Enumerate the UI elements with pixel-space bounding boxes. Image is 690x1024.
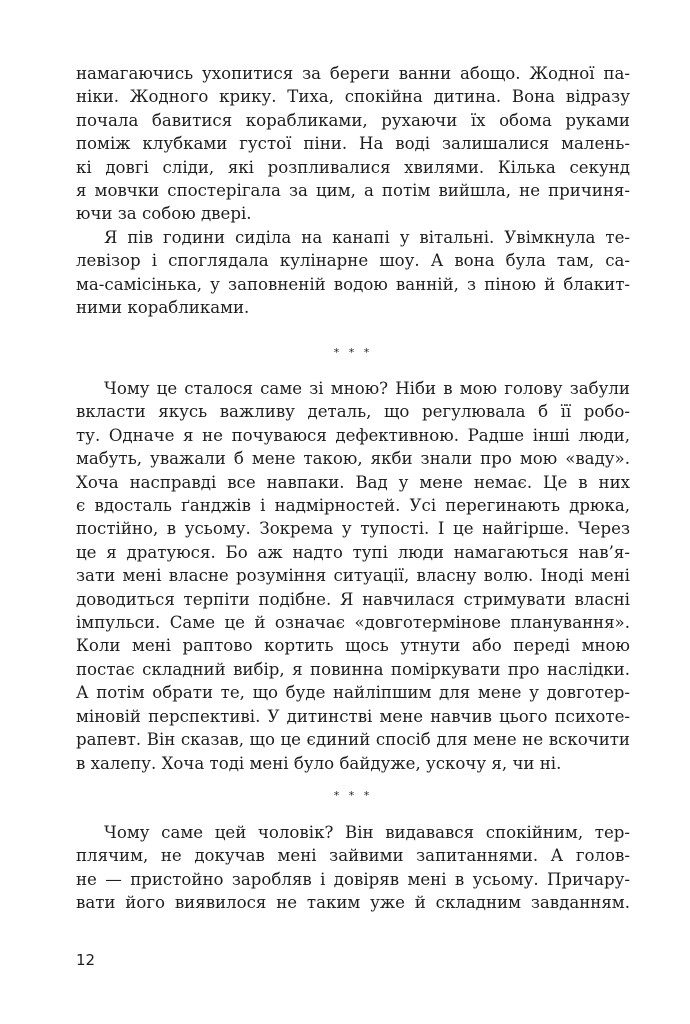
text-line: ту. Одначе я не почуваюся дефективною. Радше інші люди, xyxy=(76,425,630,445)
text-line: є вдосталь ґанджів і надмірностей. Усі перегинають дрюка, xyxy=(76,496,630,516)
text-line: плячим, не докучав мені зайвими запитаннями. А голов- xyxy=(76,846,630,866)
text-block-middle xyxy=(76,377,630,775)
text-line: імпульси. Саме це й означає «довготермінове планування». xyxy=(76,613,630,633)
text-block-top xyxy=(76,62,630,319)
text-block-bottom xyxy=(76,821,630,915)
text-line: доводиться терпіти подібне. Я навчилася стримувати власні xyxy=(76,589,630,609)
text-line: ними корабликами. xyxy=(76,298,250,318)
text-line: зати мені власне розуміння ситуації, власну волю. Іноді мені xyxy=(76,566,630,586)
paragraph xyxy=(76,377,630,775)
text-line: поміж клубками густої піни. На воді залишалися малень- xyxy=(76,134,630,154)
text-line: ніки. Жодного крику. Тиха, спокійна дитина. Вона відразу xyxy=(76,87,630,107)
text-line: ючи за собою двері. xyxy=(76,204,252,224)
text-line: в халепу. Хоча тоді мені було байдуже, ускочу я, чи ні. xyxy=(76,753,562,773)
text-line: рапевт. Він сказав, що це єдиний спосіб для мене не вскочити xyxy=(76,730,630,750)
text-line: вати його виявилося не таким уже й складним завданням. xyxy=(76,893,630,913)
text-line: це я дратуюся. Бо аж надто тупі люди намагаються нав’я- xyxy=(76,542,630,562)
text-line: Коли мені раптово кортить щось утнути або переді мною xyxy=(76,636,630,656)
text-line: мабуть, уважали б мене такою, якби знали про мою «ваду». xyxy=(76,449,630,469)
text-line: не — пристойно заробляв і довіряв мені в усьому. Причару- xyxy=(76,869,630,889)
text-line: міновій перспективі. У дитинстві мене навчив цього психоте- xyxy=(76,706,630,726)
text-line: кі довгі сліди, які розпливалися хвилями. Кілька секунд xyxy=(76,157,630,177)
paragraph xyxy=(76,821,630,915)
text-line: левізор і споглядала кулінарне шоу. А вона була там, са- xyxy=(76,251,630,271)
text-line: Я пів години сиділа на канапі у вітальні. Увімкнула те- xyxy=(104,227,630,247)
text-line: намагаючись ухопитися за береги ванни абощо. Жодної па- xyxy=(76,64,630,83)
paragraph xyxy=(76,226,630,320)
section-separator: * * * xyxy=(333,346,373,359)
text-line: постійно, в усьому. Зокрема у тупості. І це найгірше. Через xyxy=(76,519,630,539)
text-line: почала бавитися корабликами, рухаючи їх обома руками xyxy=(76,110,630,130)
paragraph xyxy=(76,62,630,226)
text-line: Хоча насправді все навпаки. Вад у мене немає. Це в них xyxy=(76,472,630,492)
section-separator: * * * xyxy=(333,789,373,802)
text-line: постає складний вибір, я повинна поміркувати про наслідки. xyxy=(76,659,630,679)
text-line: Чому це сталося саме зі мною? Ніби в мою голову забули xyxy=(104,379,630,398)
text-line: Чому саме цей чоловік? Він видавався спокійним, тер- xyxy=(104,823,630,842)
text-line: я мовчки спостерігала за цим, а потім вийшла, не причиня- xyxy=(76,181,630,201)
text-line: ма-самісінька, у заповненій водою ванній, з піною й блакит- xyxy=(76,274,630,294)
page-number: 12 xyxy=(76,951,96,969)
text-line: А потім обрати те, що буде найліпшим для мене у довготер- xyxy=(76,683,630,703)
text-line: вкласти якусь важливу деталь, що регулювала б її робо- xyxy=(76,402,630,422)
